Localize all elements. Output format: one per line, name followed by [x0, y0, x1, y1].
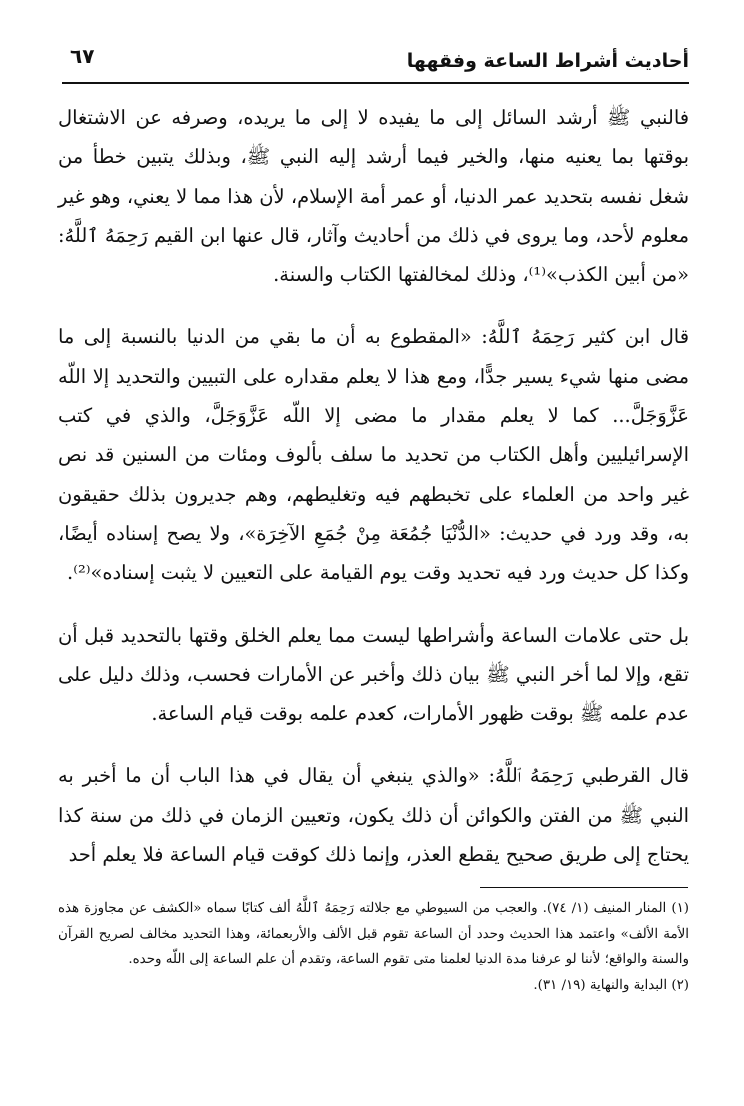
page-header [62, 44, 689, 84]
paragraph: فالنبي ﷺ أرشد السائل إلى ما يفيده لا إلى ما يريده، وصرفه عن الاشتغال بوقتها بما يعنيه منها، والخير فيما أرشد إليه النبي ﷺ، وبذلك يتبين خطأ من شغل نفسه بتحديد عمر الدنيا، أو عمر أمة الإسلام، لأن هذا مما لا يعني، وهو غير معلوم لأحد، وما يروى في ذلك من أحاديث وآثار، قال عنها ابن القيم رَحِمَهُ ٱللَّهُ: «من أبين الكذب»⁽¹⁾، وذلك لمخالفتها الكتاب والسنة. [58, 106, 689, 287]
footnote: (٢) البداية والنهاية (١٩/ ٣١). [533, 977, 689, 993]
paragraph: قال ابن كثير رَحِمَهُ ٱللَّهُ: «المقطوع به أن ما بقي من الدنيا بالنسبة إلى ما مضى منها شيء يسير جدًّا، ومع هذا لا يعلم مقداره على التبيين والتحديد إلا اللّه عَزَّوَجَلَّ... كما لا يعلم مقدار ما مضى إلا اللّه عَزَّوَجَلَّ، والذي في كتب الإسرائيليين وأهل الكتاب من تحديد ما سلف بألوف ومئات من السنين قد نص غير واحد من العلماء على تخبطهم فيه وتغليطهم، وهم جديرون بذلك حقيقون به، وقد ورد في حديث: «الدُّنْيَا جُمُعَة مِنْ جُمَعِ الآخِرَة»، ولا يصح إسناده أيضًا، وكذا كل حديث ورد فيه تحديد وقت يوم القيامة على التعيين لا يثبت إسناده»⁽²⁾. [58, 325, 689, 585]
footnotes [58, 896, 689, 998]
page-number: ٦٧ [70, 44, 95, 68]
paragraph: قال القرطبي رَحِمَهُ ٱللَّهُ: «والذي ينبغي أن يقال في هذا الباب أن ما أخبر به النبي ﷺ من الفتن والكوائن أن ذلك يكون، وتعيين الزمان في ذلك من سنة كذا يحتاج إلى طريق صحيح يقطع العذر، وإنما ذلك كوقت قيام الساعة فلا يعلم أحد [58, 764, 689, 867]
running-title: أحاديث أشراط الساعة وفقهها [406, 50, 689, 72]
header-rule [62, 82, 689, 84]
paragraph: بل حتى علامات الساعة وأشراطها ليست مما يعلم الخلق وقتها بالتحديد قبل أن تقع، وإلا لما أخر النبي ﷺ بيان ذلك وأخبر عن الأمارات فحسب، وذلك دليل على عدم علمه ﷺ بوقت ظهور الأمارات، كعدم علمه بوقت قيام الساعة. [58, 623, 689, 726]
footnote: (١) المنار المنيف (١/ ٧٤). والعجب من السيوطي مع جلالته رَحِمَهُ ٱللَّهُ ألف كتابًا سماه «الكشف عن مجاوزة هذه الأمة الألف» واعتمد هذا الحديث وحدد أن الساعة تقوم قبل الألف والأربعمائة، وهذا التحديد مخالف لصريح القرآن والسنة والواقع؛ لأننا لو عرفنا مدة الدنيا لعلمنا متى تقوم الساعة، وتقدم أن علم الساعة إلى اللّه وحده. [58, 901, 689, 967]
footnote-separator [480, 887, 688, 888]
body-text [58, 98, 689, 874]
